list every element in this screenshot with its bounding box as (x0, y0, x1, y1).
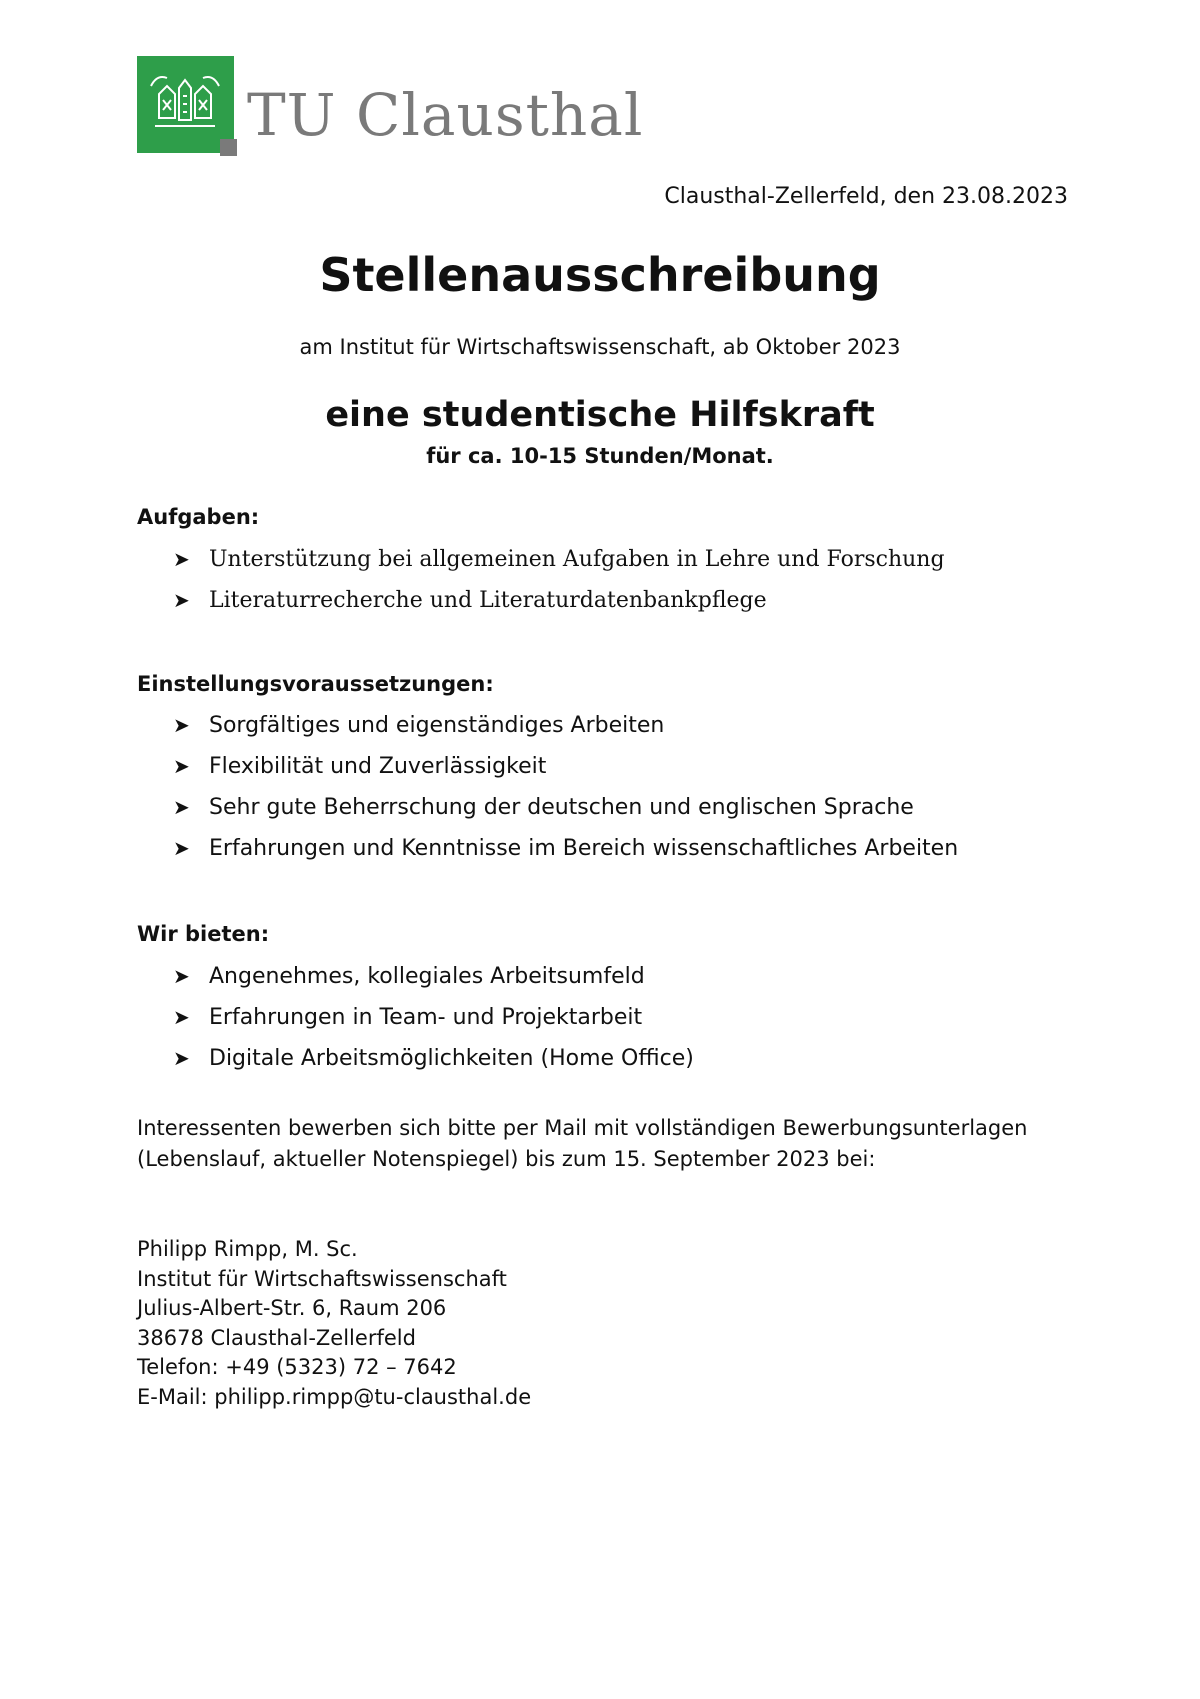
tu-clausthal-logo (137, 56, 677, 156)
contact-institute: Institut für Wirtschaftswissenschaft (137, 1266, 507, 1291)
contact-city: 38678 Clausthal-Zellerfeld (137, 1325, 416, 1350)
arrow-bullet-icon: ➤ (173, 1046, 190, 1070)
list-angebot (173, 956, 694, 1079)
arrow-bullet-icon: ➤ (173, 713, 190, 737)
list-item-text: Erfahrungen in Team- und Projektarbeit (209, 1005, 643, 1030)
position-hours: für ca. 10-15 Stunden/Monat. (426, 444, 774, 468)
contact-street: Julius-Albert-Str. 6, Raum 206 (137, 1296, 447, 1320)
document-subtitle: am Institut für Wirtschaftswissenschaft, ab Oktober 2023 (299, 335, 901, 359)
contact-phone: Telefon: +49 (5323) 72 – 7642 (137, 1355, 457, 1379)
list-item (173, 539, 945, 580)
application-instructions: Interessenten bewerben sich bitte per Mail mit vollständigen Bewerbungsunterlagen (Lebenslauf, aktueller Notenspiegel) bis zum 15. September 2023 bei: (137, 1116, 1028, 1171)
list-item-text: Sehr gute Beherrschung der deutschen und englischen Sprache (209, 795, 914, 820)
list-item (173, 956, 694, 997)
list-item (173, 828, 958, 869)
section-heading-angebot: Wir bieten: (137, 922, 270, 946)
arrow-bullet-icon: ➤ (173, 964, 190, 988)
list-item-text: Sorgfältiges und eigenständiges Arbeiten (209, 713, 665, 738)
logo-wordmark: TU Clausthal (247, 81, 644, 149)
contact-email[interactable]: E-Mail: philipp.rimpp@tu-clausthal.de (137, 1384, 532, 1409)
list-item (173, 997, 694, 1038)
contact-block (137, 1235, 531, 1412)
list-item (173, 580, 945, 621)
section-heading-aufgaben: Aufgaben: (137, 505, 260, 529)
list-item-text: Literaturrecherche und Literaturdatenbankpflege (209, 588, 767, 613)
list-item-text: Angenehmes, kollegiales Arbeitsumfeld (209, 964, 645, 989)
arrow-bullet-icon: ➤ (173, 795, 190, 819)
list-item-text: Digitale Arbeitsmöglichkeiten (Home Office) (209, 1046, 694, 1071)
list-item-text: Erfahrungen und Kenntnisse im Bereich wissenschaftliches Arbeiten (209, 836, 959, 861)
list-item-text: Unterstützung bei allgemeinen Aufgaben in Lehre und Forschung (209, 547, 945, 572)
arrow-bullet-icon: ➤ (173, 836, 190, 860)
list-item (173, 1038, 694, 1079)
list-aufgaben (173, 539, 945, 621)
list-item (173, 746, 958, 787)
arrow-bullet-icon: ➤ (173, 1005, 190, 1029)
section-heading-voraussetzungen: Einstellungsvoraussetzungen: (137, 672, 494, 696)
list-item (173, 705, 958, 746)
document-date: Clausthal-Zellerfeld, den 23.08.2023 (664, 184, 1068, 209)
arrow-bullet-icon: ➤ (173, 588, 190, 612)
arrow-bullet-icon: ➤ (173, 547, 190, 571)
arrow-bullet-icon: ➤ (173, 754, 190, 778)
position-title: eine studentische Hilfskraft (325, 395, 875, 435)
logo-grey-corner (220, 139, 237, 156)
list-item-text: Flexibilität und Zuverlässigkeit (209, 754, 547, 779)
contact-name: Philipp Rimpp, M. Sc. (137, 1237, 358, 1261)
list-voraussetzungen (173, 705, 958, 869)
list-item (173, 787, 958, 828)
document-title: Stellenausschreibung (319, 248, 881, 302)
